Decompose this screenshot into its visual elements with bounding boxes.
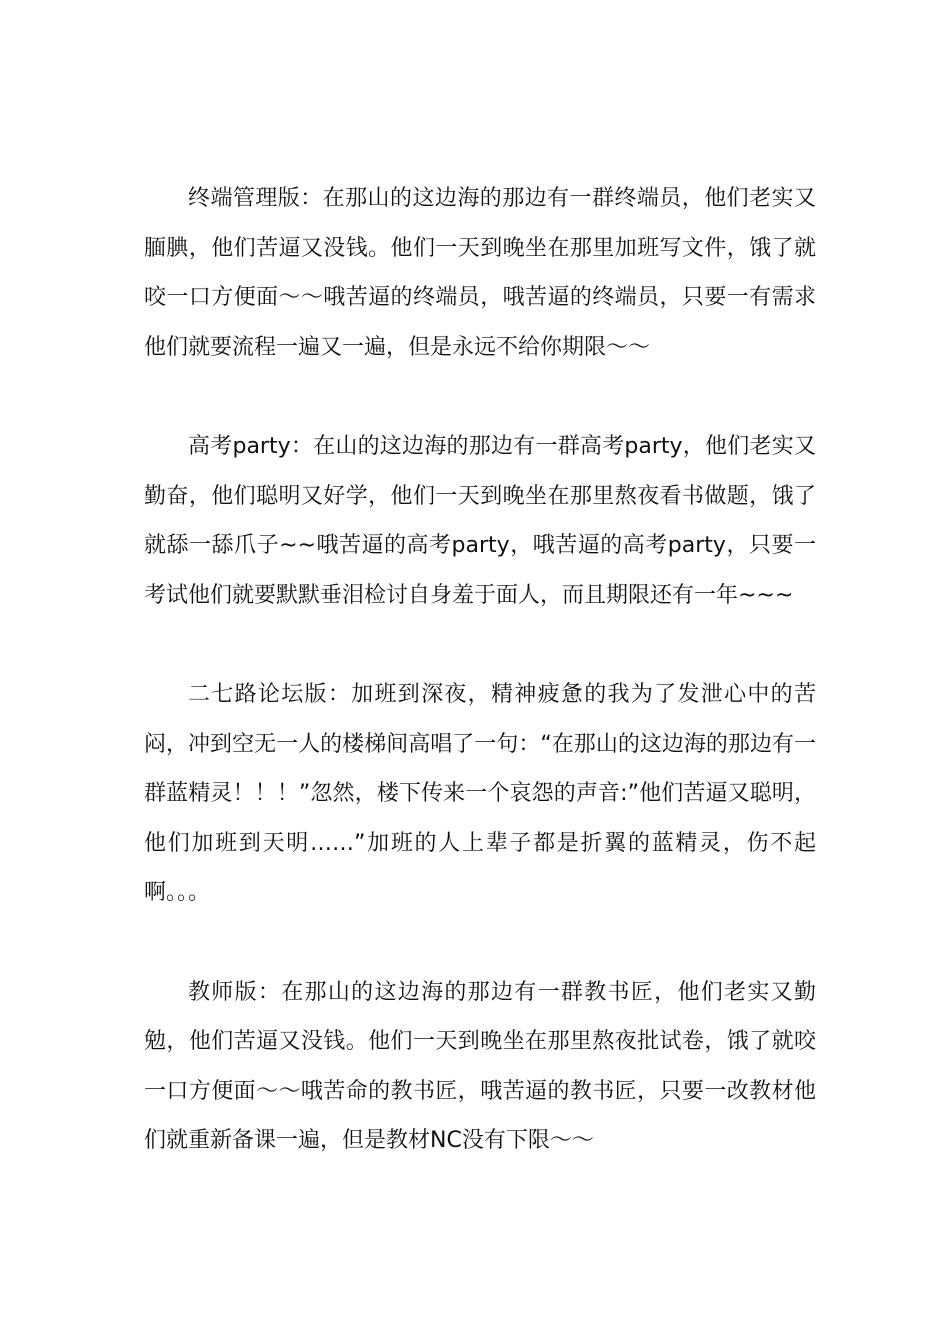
paragraph-gaokao-version: 高考party：在山的这边海的那边有一群高考party，他们老实又勤奋，他们聪明又好学，他们一天到晚坐在那里熬夜看书做题，饿了就舔一舔爪子~~哦苦逼的高考party，哦苦逼的高考party，只要一考试他们就要默默垂泪检讨自身羞于面人，而且期限还有一年~~~ (144, 434, 816, 608)
paragraph-teacher-version: 教师版：在那山的这边海的那边有一群教书匠，他们老实又勤勉，他们苦逼又没钱。他们一天到晚坐在那里熬夜批试卷，饿了就咬一口方便面～～哦苦命的教书匠，哦苦逼的教书匠，只要一改教材他们就重新备课一遍，但是教材NC没有下限～～ (144, 979, 816, 1153)
document-body (144, 174, 816, 1216)
paragraph-terminal-version: 终端管理版：在那山的这边海的那边有一群终端员，他们老实又腼腆，他们苦逼又没钱。他们一天到晚坐在那里加班写文件，饿了就咬一口方便面～～哦苦逼的终端员，哦苦逼的终端员，只要一有需求他们就要流程一遍又一遍，但是永远不给你期限～～ (144, 186, 816, 360)
paragraph-forum-version: 二七路论坛版：加班到深夜，精神疲惫的我为了发泄心中的苦闷，冲到空无一人的楼梯间高唱了一句：“在那山的这边海的那边有一群蓝精灵！！！”忽然，楼下传来一个哀怨的声音:”他们苦逼又聪明，他们加班到天明……”加班的人上辈子都是折翼的蓝精灵，伤不起啊。。。 (144, 682, 816, 905)
